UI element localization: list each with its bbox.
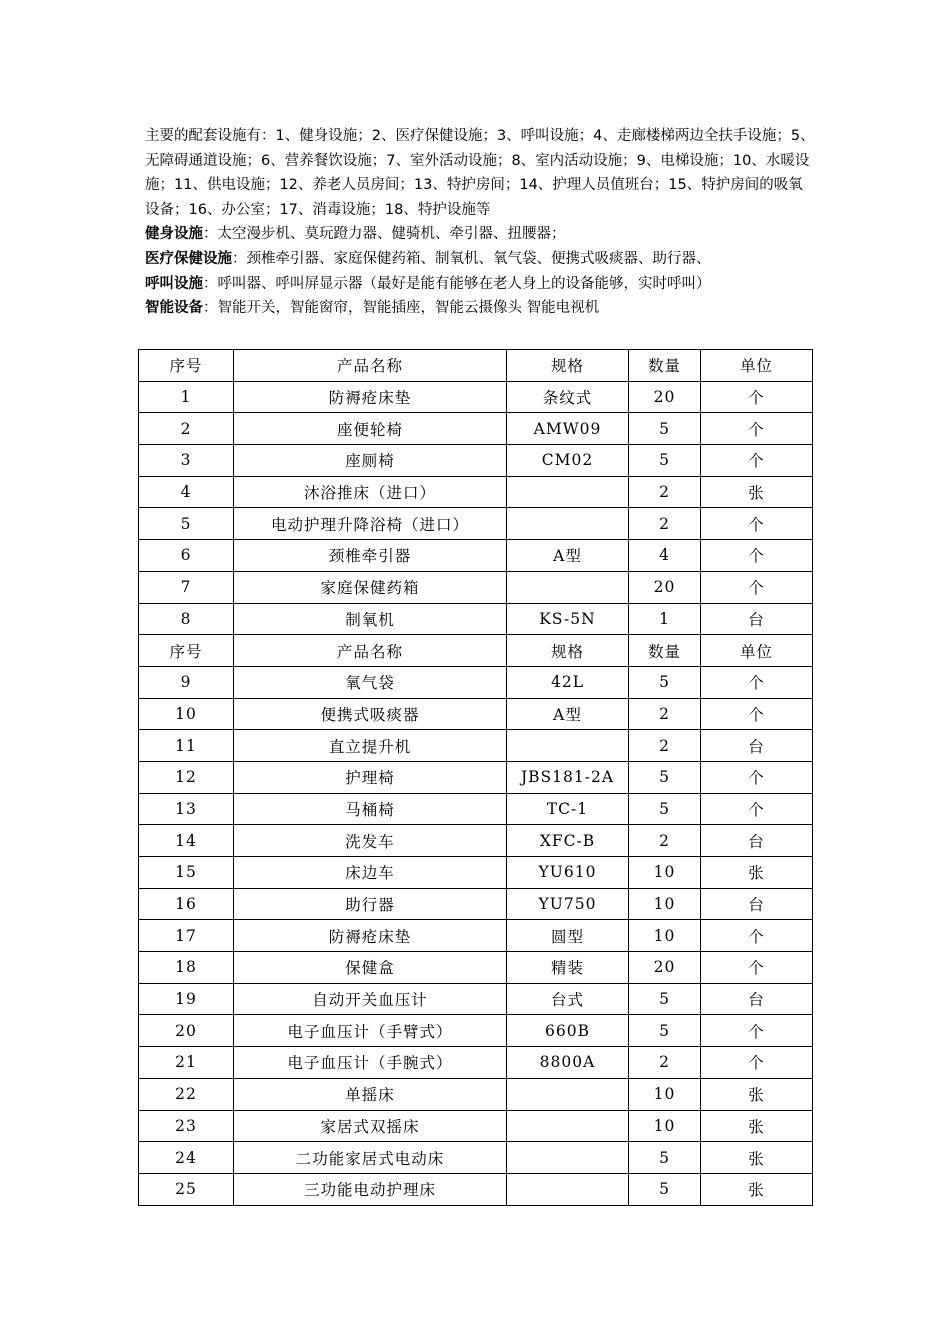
header-cell-serial: 序号 <box>139 350 234 382</box>
cell-product-name: 氧气袋 <box>234 666 507 698</box>
cell-spec: A型 <box>507 698 629 730</box>
cell-spec: YU750 <box>507 888 629 920</box>
table-row <box>139 1173 813 1205</box>
cell-product-name: 颈椎牵引器 <box>234 540 507 572</box>
cell-product-name: 家居式双摇床 <box>234 1110 507 1142</box>
cell-unit: 个 <box>701 698 813 730</box>
cell-quantity: 10 <box>629 1110 701 1142</box>
table-row <box>139 825 813 857</box>
cell-product-name: 床边车 <box>234 857 507 889</box>
cell-serial: 1 <box>139 381 234 413</box>
header-cell-quantity: 数量 <box>629 350 701 382</box>
cell-product-name: 电动护理升降浴椅（进口） <box>234 508 507 540</box>
cell-serial: 15 <box>139 857 234 889</box>
cell-spec: XFC-B <box>507 825 629 857</box>
table-row <box>139 381 813 413</box>
cell-product-name: 防褥疮床垫 <box>234 920 507 952</box>
cell-quantity: 5 <box>629 793 701 825</box>
cell-unit: 台 <box>701 730 813 762</box>
cell-spec: YU610 <box>507 857 629 889</box>
cell-serial: 3 <box>139 445 234 477</box>
cell-quantity: 2 <box>629 1047 701 1079</box>
table-row <box>139 666 813 698</box>
table-row <box>139 952 813 984</box>
cell-product-name: 保健盒 <box>234 952 507 984</box>
cell-quantity: 10 <box>629 1078 701 1110</box>
table-row <box>139 1078 813 1110</box>
cell-quantity: 10 <box>629 857 701 889</box>
table-row <box>139 508 813 540</box>
cell-spec: KS-5N <box>507 603 629 635</box>
cell-product-name: 家庭保健药箱 <box>234 571 507 603</box>
intro-section <box>145 124 817 321</box>
cell-quantity: 2 <box>629 476 701 508</box>
cell-unit: 个 <box>701 1047 813 1079</box>
header-cell-spec: 规格 <box>507 350 629 382</box>
cell-unit: 个 <box>701 445 813 477</box>
table-row <box>139 1015 813 1047</box>
cell-quantity: 5 <box>629 413 701 445</box>
cell-spec: TC-1 <box>507 793 629 825</box>
cell-quantity: 2 <box>629 508 701 540</box>
table-row <box>139 698 813 730</box>
cell-quantity: 5 <box>629 983 701 1015</box>
cell-product-name: 防褥疮床垫 <box>234 381 507 413</box>
fitness-text: ：太空漫步机、莫玩蹬力器、健骑机、牵引器、扭腰器； <box>203 226 566 243</box>
header-cell-quantity: 数量 <box>629 635 701 667</box>
cell-serial: 13 <box>139 793 234 825</box>
medical-label: 医疗保健设施 <box>145 250 232 267</box>
cell-spec: JBS181-2A <box>507 761 629 793</box>
cell-quantity: 5 <box>629 1142 701 1174</box>
cell-serial: 8 <box>139 603 234 635</box>
cell-unit: 个 <box>701 952 813 984</box>
cell-serial: 6 <box>139 540 234 572</box>
cell-quantity: 20 <box>629 571 701 603</box>
table-row <box>139 793 813 825</box>
medical-line <box>145 247 817 272</box>
table-row <box>139 445 813 477</box>
cell-spec <box>507 1173 629 1205</box>
cell-serial: 12 <box>139 761 234 793</box>
cell-unit: 个 <box>701 761 813 793</box>
cell-unit: 个 <box>701 666 813 698</box>
cell-serial: 9 <box>139 666 234 698</box>
cell-serial: 18 <box>139 952 234 984</box>
cell-serial: 17 <box>139 920 234 952</box>
cell-unit: 个 <box>701 508 813 540</box>
cell-quantity: 2 <box>629 730 701 762</box>
cell-unit: 个 <box>701 920 813 952</box>
cell-unit: 个 <box>701 571 813 603</box>
cell-unit: 个 <box>701 793 813 825</box>
cell-spec <box>507 1078 629 1110</box>
cell-product-name: 二功能家居式电动床 <box>234 1142 507 1174</box>
cell-quantity: 4 <box>629 540 701 572</box>
cell-quantity: 2 <box>629 825 701 857</box>
header-cell-unit: 单位 <box>701 350 813 382</box>
cell-unit: 个 <box>701 540 813 572</box>
intro-main-text: 主要的配套设施有：1、健身设施；2、医疗保健设施；3、呼叫设施；4、走廊楼梯两边全扶手设施；5、无障碍通道设施；6、营养餐饮设施；7、室外活动设施；8、室内活动设施；9、电梯设施；10、水暖设施；11、供电设施；12、养老人员房间；13、特护房间；14、护理人员值班台；15、特护房间的吸氧设备；16、办公室；17、消毒设施；18、特护设施等 <box>145 128 815 218</box>
cell-serial: 5 <box>139 508 234 540</box>
cell-spec <box>507 730 629 762</box>
header-cell-product-name: 产品名称 <box>234 350 507 382</box>
table-header-row <box>139 635 813 667</box>
cell-unit: 个 <box>701 413 813 445</box>
cell-spec <box>507 1142 629 1174</box>
cell-serial: 10 <box>139 698 234 730</box>
cell-quantity: 20 <box>629 952 701 984</box>
cell-quantity: 10 <box>629 920 701 952</box>
cell-spec: A型 <box>507 540 629 572</box>
cell-spec <box>507 508 629 540</box>
cell-product-name: 电子血压计（手腕式） <box>234 1047 507 1079</box>
table-row <box>139 603 813 635</box>
cell-spec <box>507 476 629 508</box>
header-cell-spec: 规格 <box>507 635 629 667</box>
cell-quantity: 5 <box>629 1015 701 1047</box>
cell-serial: 21 <box>139 1047 234 1079</box>
fitness-label: 健身设施 <box>145 226 203 243</box>
table-row <box>139 888 813 920</box>
table-row <box>139 1110 813 1142</box>
cell-product-name: 座便轮椅 <box>234 413 507 445</box>
cell-serial: 24 <box>139 1142 234 1174</box>
table-row <box>139 920 813 952</box>
cell-quantity: 1 <box>629 603 701 635</box>
cell-serial: 11 <box>139 730 234 762</box>
cell-serial: 4 <box>139 476 234 508</box>
cell-unit: 张 <box>701 476 813 508</box>
table-row <box>139 476 813 508</box>
cell-quantity: 5 <box>629 666 701 698</box>
cell-product-name: 制氧机 <box>234 603 507 635</box>
fitness-line <box>145 222 817 247</box>
cell-quantity: 10 <box>629 888 701 920</box>
table-row <box>139 730 813 762</box>
cell-spec: 660B <box>507 1015 629 1047</box>
call-label: 呼叫设施 <box>145 275 203 292</box>
cell-unit: 台 <box>701 603 813 635</box>
cell-serial: 25 <box>139 1173 234 1205</box>
smart-label: 智能设备 <box>145 300 203 317</box>
equipment-table <box>138 349 813 1206</box>
cell-spec: AMW09 <box>507 413 629 445</box>
cell-unit: 张 <box>701 1173 813 1205</box>
table-row <box>139 857 813 889</box>
cell-quantity: 2 <box>629 698 701 730</box>
cell-unit: 个 <box>701 1015 813 1047</box>
cell-product-name: 三功能电动护理床 <box>234 1173 507 1205</box>
cell-spec <box>507 1110 629 1142</box>
cell-serial: 19 <box>139 983 234 1015</box>
cell-unit: 张 <box>701 857 813 889</box>
table-row <box>139 761 813 793</box>
table-row <box>139 1047 813 1079</box>
header-cell-product-name: 产品名称 <box>234 635 507 667</box>
cell-product-name: 单摇床 <box>234 1078 507 1110</box>
cell-spec: 条纹式 <box>507 381 629 413</box>
cell-serial: 23 <box>139 1110 234 1142</box>
cell-quantity: 5 <box>629 445 701 477</box>
cell-product-name: 直立提升机 <box>234 730 507 762</box>
smart-line <box>145 296 817 321</box>
cell-unit: 张 <box>701 1142 813 1174</box>
cell-product-name: 马桶椅 <box>234 793 507 825</box>
cell-product-name: 洗发车 <box>234 825 507 857</box>
header-cell-serial: 序号 <box>139 635 234 667</box>
cell-serial: 14 <box>139 825 234 857</box>
cell-quantity: 5 <box>629 1173 701 1205</box>
table-row <box>139 540 813 572</box>
cell-quantity: 5 <box>629 761 701 793</box>
table-row <box>139 571 813 603</box>
cell-serial: 16 <box>139 888 234 920</box>
table-row <box>139 1142 813 1174</box>
medical-text: ：颈椎牵引器、家庭保健药箱、制氧机、氧气袋、便携式吸痰器、助行器、 <box>232 250 711 267</box>
cell-product-name: 座厕椅 <box>234 445 507 477</box>
cell-serial: 7 <box>139 571 234 603</box>
cell-unit: 台 <box>701 825 813 857</box>
cell-spec: CM02 <box>507 445 629 477</box>
call-text: ：呼叫器、呼叫屏显示器（最好是能有能够在老人身上的设备能够，实时呼叫） <box>203 275 711 292</box>
cell-spec: 精装 <box>507 952 629 984</box>
cell-product-name: 电子血压计（手臂式） <box>234 1015 507 1047</box>
table-row <box>139 983 813 1015</box>
table-row <box>139 413 813 445</box>
cell-quantity: 20 <box>629 381 701 413</box>
table-body <box>139 350 813 1206</box>
cell-serial: 2 <box>139 413 234 445</box>
cell-unit: 台 <box>701 888 813 920</box>
cell-product-name: 便携式吸痰器 <box>234 698 507 730</box>
cell-product-name: 助行器 <box>234 888 507 920</box>
cell-spec: 台式 <box>507 983 629 1015</box>
call-line <box>145 272 817 297</box>
table-header-row <box>139 350 813 382</box>
smart-text: ：智能开关，智能窗帘，智能插座，智能云摄像头 智能电视机 <box>203 300 600 317</box>
cell-serial: 22 <box>139 1078 234 1110</box>
cell-spec: 8800A <box>507 1047 629 1079</box>
cell-unit: 台 <box>701 983 813 1015</box>
cell-spec: 42L <box>507 666 629 698</box>
cell-unit: 张 <box>701 1078 813 1110</box>
header-cell-unit: 单位 <box>701 635 813 667</box>
cell-unit: 个 <box>701 381 813 413</box>
cell-product-name: 沐浴推床（进口） <box>234 476 507 508</box>
cell-serial: 20 <box>139 1015 234 1047</box>
cell-spec: 圆型 <box>507 920 629 952</box>
cell-product-name: 自动开关血压计 <box>234 983 507 1015</box>
cell-product-name: 护理椅 <box>234 761 507 793</box>
cell-spec <box>507 571 629 603</box>
cell-unit: 张 <box>701 1110 813 1142</box>
